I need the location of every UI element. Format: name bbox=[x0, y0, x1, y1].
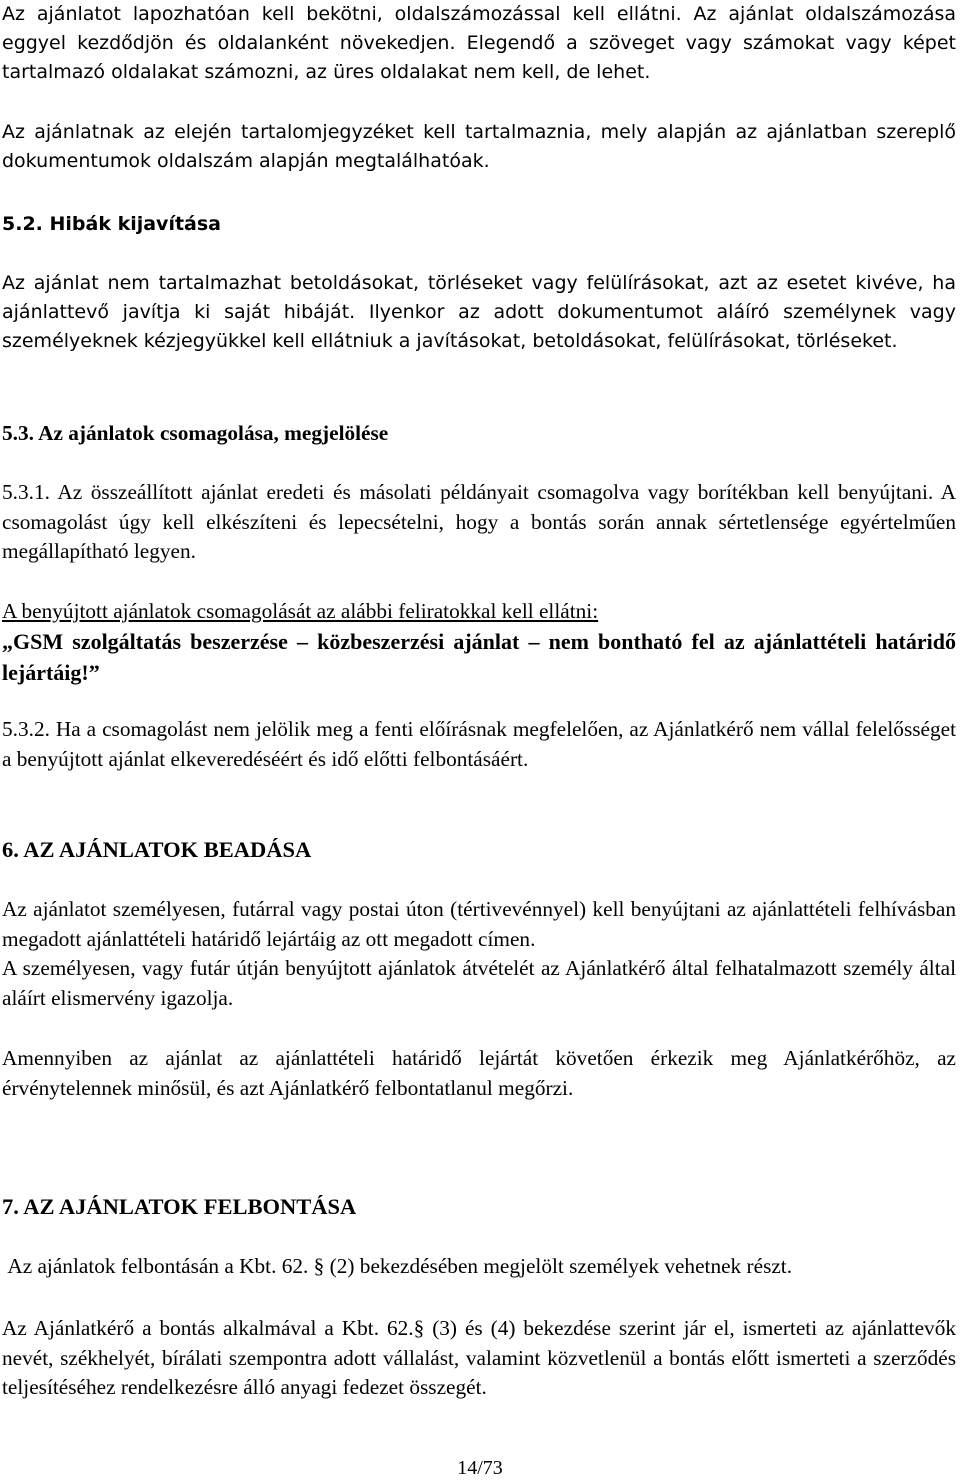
section-heading-6: 6. AZ AJÁNLATOK BEADÁSA bbox=[2, 837, 312, 862]
paragraph-5-2: Az ajánlat nem tartalmazhat betoldásokat, törléseket vagy felülírásokat, azt az esetet kivéve, ha ajánlattevő javítja ki saját hibáját. Ilyenkor az adott dokumentumot aláíró személynek vagy személyeknek kézjegyükkel kell ellátniuk a javításokat, betoldásokat, felülírásokat, törléseket. bbox=[2, 272, 956, 352]
paragraph-5-3-1: 5.3.1. Az összeállított ajánlat eredeti és másolati példányait csomagolva vagy borítékban kell benyújtani. A csomagolást úgy kell elkészíteni és lepecsételni, hogy a bontás során annak sértetlensége egyértelműen megállapítható legyen. bbox=[2, 480, 956, 563]
paragraph-label-intro: A benyújtott ajánlatok csomagolását az alábbi feliratokkal kell ellátni: bbox=[2, 599, 599, 623]
paragraph-6-submission: Az ajánlatot személyesen, futárral vagy postai úton (tértivevénnyel) kell benyújtani az ajánlattételi felhívásban megadott ajánlattételi határidő lejártáig az ott megadott címen. bbox=[2, 897, 956, 951]
paragraph-6-receipt: A személyesen, vagy futár útján benyújtott ajánlatok átvételét az Ajánlatkérő által felhatalmazott személy által aláírt elismervény igazolja. bbox=[2, 956, 956, 1010]
paragraph-table-of-contents: Az ajánlatnak az elején tartalomjegyzéket kell tartalmaznia, mely alapján az ajánlatban szereplő dokumentumok oldalszám alapján megtalálhatóak. bbox=[2, 121, 956, 172]
paragraph-binding: Az ajánlatot lapozhatóan kell bekötni, oldalszámozással kell ellátni. Az ajánlat oldalszámozása eggyel kezdődjön és oldalanként növekedjen. Elegendő a szöveget vagy számokat vagy képet tartalmazó oldalakat számozni, az üres oldalakat nem kell, de lehet. bbox=[2, 3, 956, 83]
paragraph-5-3-2: 5.3.2. Ha a csomagolást nem jelölik meg a fenti előírásnak megfelelően, az Ajánlatkérő nem vállal felelősséget a benyújtott ajánlat elkeveredéséért és idő előtti felbontásáért. bbox=[2, 717, 956, 771]
paragraph-7-procedure: Az Ajánlatkérő a bontás alkalmával a Kbt. 62.§ (3) és (4) bekezdése szerint jár el, ismerteti az ajánlattevők nevét, székhelyét, bírálati szempontra adott vállalást, valamint közvetlenül a bontás előtt ismerteti a szerződés teljesítéséhez rendelkezésre álló anyagi fedezet összegét. bbox=[2, 1316, 956, 1399]
section-heading-7: 7. AZ AJÁNLATOK FELBONTÁSA bbox=[2, 1194, 357, 1219]
section-heading-5-2: 5.2. Hibák kijavítása bbox=[2, 213, 221, 235]
paragraph-label-text: „GSM szolgáltatás beszerzése – közbeszerzési ajánlat – nem bontható fel az ajánlattételi határidő lejártáig!” bbox=[2, 629, 956, 685]
section-heading-5-3: 5.3. Az ajánlatok csomagolása, megjelölése bbox=[2, 421, 389, 445]
paragraph-7-attendees: Az ajánlatok felbontásán a Kbt. 62. § (2) bekezdésében megjelölt személyek vehetnek részt. bbox=[2, 1254, 793, 1278]
page-number: 14/73 bbox=[457, 1457, 503, 1479]
paragraph-6-late: Amennyiben az ajánlat az ajánlattételi határidő lejártát követően érkezik meg Ajánlatkérőhöz, az érvénytelennek minősül, és azt Ajánlatkérő felbontatlanul megőrzi. bbox=[2, 1046, 956, 1100]
